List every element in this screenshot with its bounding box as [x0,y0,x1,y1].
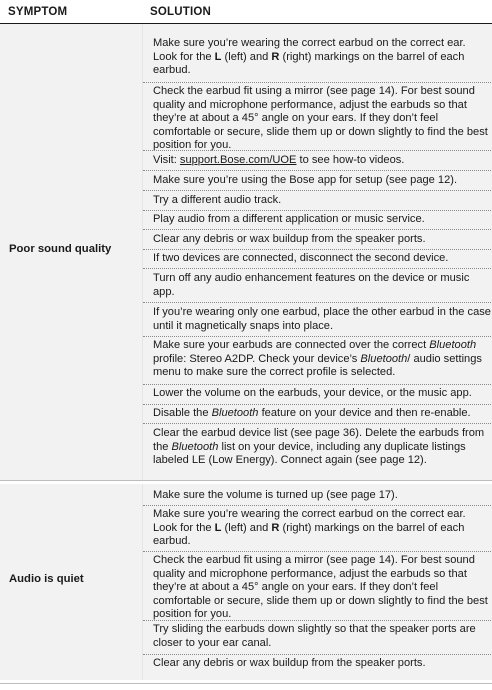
solution-text-run: Turn off any audio enhancement features on the device or music app. [153,272,470,298]
solution-text-run: to see how-to videos. [296,154,405,166]
solution-divider [143,150,492,151]
support-link[interactable]: support.Bose.com/UOE [179,154,297,166]
solution-text-run: R [271,521,280,534]
solution-item [153,387,491,401]
symptom-cell [0,24,142,480]
solution-divider [143,268,492,269]
solution-text-run: Make sure the volume is turned up (see page 17). [153,489,398,501]
solution-text-run: Bluetooth [171,440,219,453]
solution-divider [143,210,492,211]
solution-text-run: Make sure you’re wearing the correct earbud on the correct ear. Look for the [153,508,466,534]
solution-divider [143,229,492,230]
solution-text-run: Visit: [153,154,180,166]
solution-text-run: Bluetooth [211,407,259,419]
solution-item [153,213,491,227]
solution-text-run: Check the earbud fit using a mirror (see page 14). For best sound quality and microphone performance, adjust the earbuds so that they’re at about a 45° angle on your ears. If they don’t feel comfortable or secure, slide them up or down slightly to find the best position for you. [153,85,488,151]
solution-text-run: / audio settings menu to make sure the correct profile is selected. [153,352,482,378]
solution-text-run: Check the earbud fit using a mirror (see page 14). For best sound quality and microphone performance, adjust the earbuds so that they’re at about a 45° angle on your ears. If they don’t feel comfortable or secure, slide them up or down slightly to find the best position for you. [153,554,488,620]
symptom-column-header: SYMPTOM [8,6,68,18]
solution-divider [143,423,492,424]
solution-text-run: Make sure your earbuds are connected over the correct [153,339,430,351]
solution-item [153,272,491,299]
solution-item [153,427,491,468]
symptom-label: Poor sound quality [9,243,112,255]
solution-text-run: Clear the earbud device list (see page 36). Delete the earbuds from the [153,427,485,453]
solution-text-run: Try a different audio track. [153,194,282,206]
solution-item [153,174,491,188]
solution-text-run: (right) markings on the barrel of each earbud. [153,521,465,547]
solution-text-run: (left) and [221,521,272,534]
solution-divider [143,654,492,655]
solution-text-run: Try sliding the earbuds down slightly so that the speaker ports are closer to your ear canal. [153,623,476,649]
table-header [0,0,492,24]
solution-text-run: feature on your device and then re-enable. [258,407,471,419]
table-row-audio-is-quiet [0,484,492,680]
solution-text-run: If you’re wearing only one earbud, place the other earbud in the case until it magnetically snaps into place. [153,306,491,332]
solution-item [153,85,491,153]
solution-text-run: Play audio from a different application or music service. [153,213,425,225]
row-separator [0,480,492,481]
solution-divider [143,82,492,83]
solution-divider [143,551,492,552]
solution-item [153,407,491,421]
solution-item [153,554,491,622]
solution-text-run: Lower the volume on the earbuds, your device, or the music app. [153,387,472,399]
solution-divider [143,505,492,506]
solution-text-run: R [271,50,280,63]
solution-cell [142,484,492,680]
table-row-poor-sound-quality [0,24,492,480]
solution-text-run: list on your device, including any duplicate listings labeled LE (Low Energy). Connect again (see page 12). [153,440,466,466]
solution-divider [143,404,492,405]
solution-divider [143,336,492,337]
solution-text-run: Make sure you’re wearing the correct earbud on the correct ear. Look for the [153,37,466,63]
solution-cell [142,24,492,480]
solution-text-run: Disable the [153,407,212,419]
solution-text-run: If two devices are connected, disconnect the second device. [153,252,449,264]
solution-item [153,306,491,333]
solution-item [153,339,491,380]
solution-text-run: (left) and [221,50,272,63]
symptom-cell [0,484,142,680]
solution-text-run: Bluetooth [429,339,477,351]
solution-divider [143,302,492,303]
solution-text-run: L [214,521,222,534]
solution-divider [143,249,492,250]
solution-item [153,37,491,78]
solution-item [153,252,491,266]
solution-divider [143,384,492,385]
solution-text-run: Make sure you’re using the Bose app for setup (see page 12). [153,174,458,186]
solution-item [153,508,491,549]
solution-item [153,233,491,247]
solution-divider [143,190,492,191]
solution-item [153,657,491,671]
solution-item [153,623,491,650]
solution-text-run: L [214,50,222,63]
solution-item [153,194,491,208]
solution-divider [143,620,492,621]
solution-text-run: (right) markings on the barrel of each earbud. [153,50,465,76]
solution-text-run: Clear any debris or wax buildup from the speaker ports. [153,233,426,245]
solution-column-header: SOLUTION [150,6,212,18]
table-bottom-border [0,683,492,684]
solution-divider [143,170,492,171]
solution-text-run: Bluetooth [360,352,408,365]
solution-text-run: profile: Stereo A2DP. Check your device’s [153,352,361,365]
solution-item [153,154,491,168]
solution-text-run: Clear any debris or wax buildup from the speaker ports. [153,657,426,669]
symptom-label: Audio is quiet [9,573,84,585]
solution-item [153,489,491,503]
